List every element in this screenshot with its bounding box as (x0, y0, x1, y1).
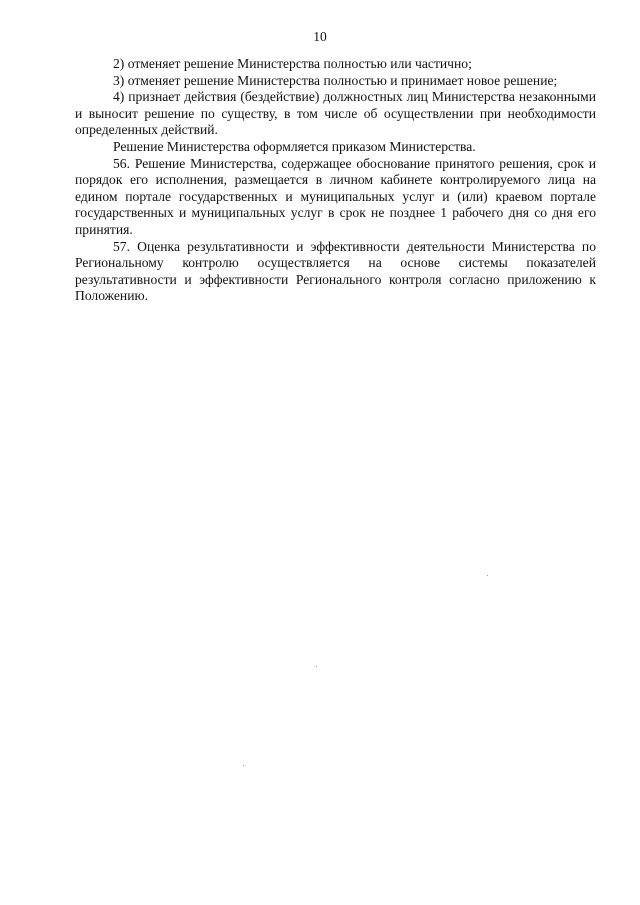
scan-speck (243, 765, 244, 766)
paragraph-57: 57. Оценка результативности и эффективности деятельности Министерства по Региональному контролю осуществляется на основе системы показателей результативности и эффективности Регионального контроля согласно приложению к Положению. (75, 238, 596, 304)
page-number: 10 (313, 29, 327, 44)
paragraph-56: 56. Решение Министерства, содержащее обоснование принятого решения, срок и порядок его исполнения, размещается в личном кабинете контролируемого лица на едином портале государственных и муниципальных услуг и (или) краевом портале государственных и муниципальных услуг в срок не позднее 1 рабочего дня со дня его принятия. (75, 155, 596, 237)
paragraph-item-2: 2) отменяет решение Министерства полностью или частично; (113, 56, 472, 71)
document-body (75, 56, 596, 305)
paragraph-item-3: 3) отменяет решение Министерства полностью и принимает новое решение; (113, 72, 558, 88)
scan-speck (487, 575, 488, 576)
paragraph-decision-order: Решение Министерства оформляется приказом Министерства. (113, 138, 476, 154)
paragraph-item-4: 4) признает действия (бездействие) должностных лиц Министерства незаконными и выносит решение по существу, в том числе об осуществлении при необходимости определенных действий. (75, 89, 596, 138)
scan-speck (316, 666, 317, 667)
